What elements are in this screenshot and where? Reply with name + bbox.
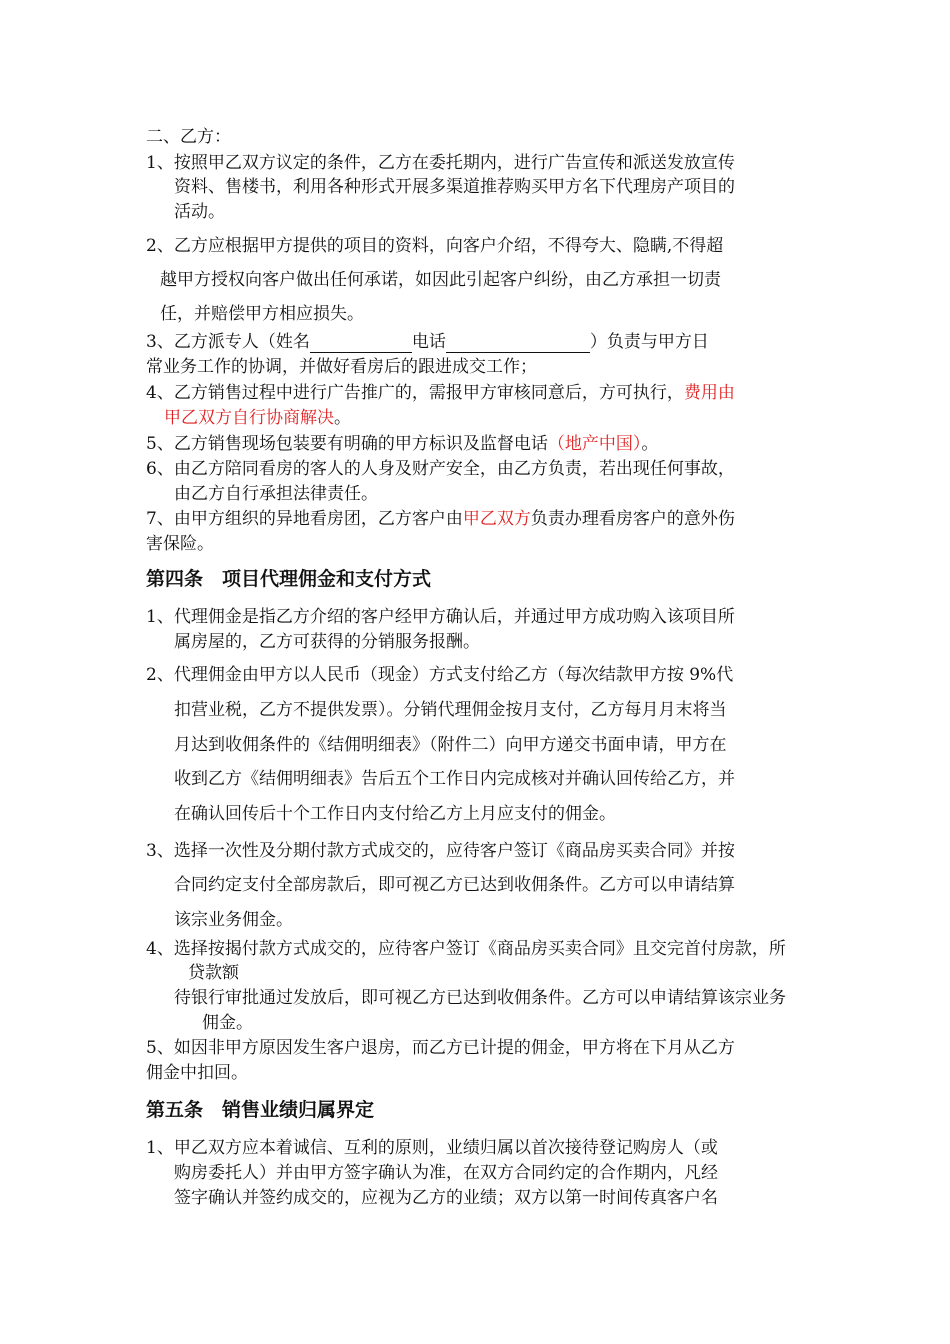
yi-item3-line1: [146, 331, 709, 353]
yi-item7-highlight: 甲乙双方: [462, 509, 531, 529]
article5-heading: 第五条 销售业绩归属界定: [146, 1099, 375, 1121]
a4-item4-line1: 4、选择按揭付款方式成交的，应待客户签订《商品房买卖合同》且交完首付房款，所: [146, 939, 786, 959]
a4-item2-line5: 在确认回传后十个工作日内支付给乙方上月应支付的佣金。: [174, 804, 616, 824]
a5-item1-line1: 1、甲乙双方应本着诚信、互利的原则，业绩归属以首次接待登记购房人（或: [146, 1138, 718, 1158]
a4-item3-line2: 合同约定支付全部房款后，即可视乙方已达到收佣条件。乙方可以申请结算: [174, 875, 735, 895]
yi-item5-text: 5、乙方销售现场包装要有明确的甲方标识及监督电话: [146, 434, 548, 454]
a4-item2-line1: 2、代理佣金由甲方以人民币（现金）方式支付给乙方（每次结款甲方按 9%代: [146, 665, 734, 685]
a4-item1-line2: 属房屋的，乙方可获得的分销服务报酬。: [174, 632, 480, 652]
yi-item7-text: 7、由甲方组织的异地看房团，乙方客户由: [146, 509, 463, 529]
yi-item4-text: 4、乙方销售过程中进行广告推广的，需报甲方审核同意后，方可执行，: [146, 383, 684, 403]
a4-item2-line4: 收到乙方《结佣明细表》告后五个工作日内完成核对并确认回传给乙方，并: [174, 769, 735, 789]
yi-item2-line3: 任，并赔偿甲方相应损失。: [160, 304, 364, 324]
a4-item4-line3: 待银行审批通过发放后，即可视乙方已达到收佣条件。乙方可以申请结算该宗业务: [174, 988, 786, 1008]
yi-item3-prefix: 3、乙方派专人（姓名: [146, 332, 310, 352]
a4-item2-line3: 月达到收佣条件的《结佣明细表》（附件二）向甲方递交书面申请，甲方在: [174, 735, 727, 755]
yi-item7-line1: [146, 508, 735, 530]
yi-item4-line2: [164, 407, 351, 429]
yi-item1-line3: 活动。: [174, 202, 225, 222]
yi-item5-highlight: （地产中国）: [547, 434, 642, 454]
yi-item3-line2: 常业务工作的协调，并做好看房后的跟进成交工作；: [146, 357, 537, 377]
a5-item1-line3: 签字确认并签约成交的，应视为乙方的业绩；双方以第一时间传真客户名: [174, 1188, 718, 1208]
yi-item1-line2: 资料、售楼书，利用各种形式开展多渠道推荐购买甲方名下代理房产项目的: [174, 177, 735, 197]
yi-item1-line1: 1、按照甲乙双方议定的条件，乙方在委托期内，进行广告宣传和派送发放宣传: [146, 153, 735, 173]
article4-heading: 第四条 项目代理佣金和支付方式: [146, 568, 432, 590]
a4-item5-line1: 5、如因非甲方原因发生客户退房，而乙方已计提的佣金，甲方将在下月从乙方: [146, 1038, 735, 1058]
a4-item1-line1: 1、代理佣金是指乙方介绍的客户经甲方确认后，并通过甲方成功购入该项目所: [146, 607, 735, 627]
a4-item5-line2: 佣金中扣回。: [146, 1063, 248, 1083]
section-title-yi: 二、乙方：: [146, 127, 231, 147]
yi-item4-highlight-cont: 甲乙双方自行协商解决: [164, 408, 334, 428]
yi-item7-line2: 害保险。: [146, 534, 214, 554]
yi-item5-end: 。: [641, 434, 659, 454]
yi-item3-mid: 电话: [411, 332, 446, 352]
yi-item4-line1: [146, 382, 735, 404]
yi-item4-end: 。: [334, 408, 351, 428]
a5-item1-line2: 购房委托人）并由甲方签字确认为准，在双方合同约定的合作期内，凡经: [174, 1163, 718, 1183]
a4-item2-line2: 扣营业税，乙方不提供发票）。分销代理佣金按月支付，乙方每月月末将当: [174, 700, 727, 720]
a4-item4-line4: 佣金。: [202, 1013, 253, 1033]
a4-item3-line3: 该宗业务佣金。: [174, 910, 293, 930]
yi-item5: [146, 433, 658, 455]
phone-blank: [446, 334, 590, 353]
yi-item6-line2: 由乙方自行承担法律责任。: [174, 484, 378, 504]
yi-item6-line1: 6、由乙方陪同看房的客人的人身及财产安全，由乙方负责，若出现任何事故，: [146, 459, 735, 479]
yi-item4-highlight: 费用由: [683, 383, 735, 403]
a4-item4-line2: 贷款额: [188, 963, 239, 983]
yi-item2-line1: 2、乙方应根据甲方提供的项目的资料，向客户介绍，不得夸大、隐瞒,不得超: [146, 236, 724, 256]
yi-item3-suffix: ）负责与甲方日: [589, 332, 709, 352]
yi-item2-line2: 越甲方授权向客户做出任何承诺，如因此引起客户纠纷，由乙方承担一切责: [160, 270, 721, 290]
name-blank: [310, 334, 412, 353]
a4-item3-line1: 3、选择一次性及分期付款方式成交的，应待客户签订《商品房买卖合同》并按: [146, 841, 735, 861]
yi-item7-end: 负责办理看房客户的意外伤: [530, 509, 735, 529]
